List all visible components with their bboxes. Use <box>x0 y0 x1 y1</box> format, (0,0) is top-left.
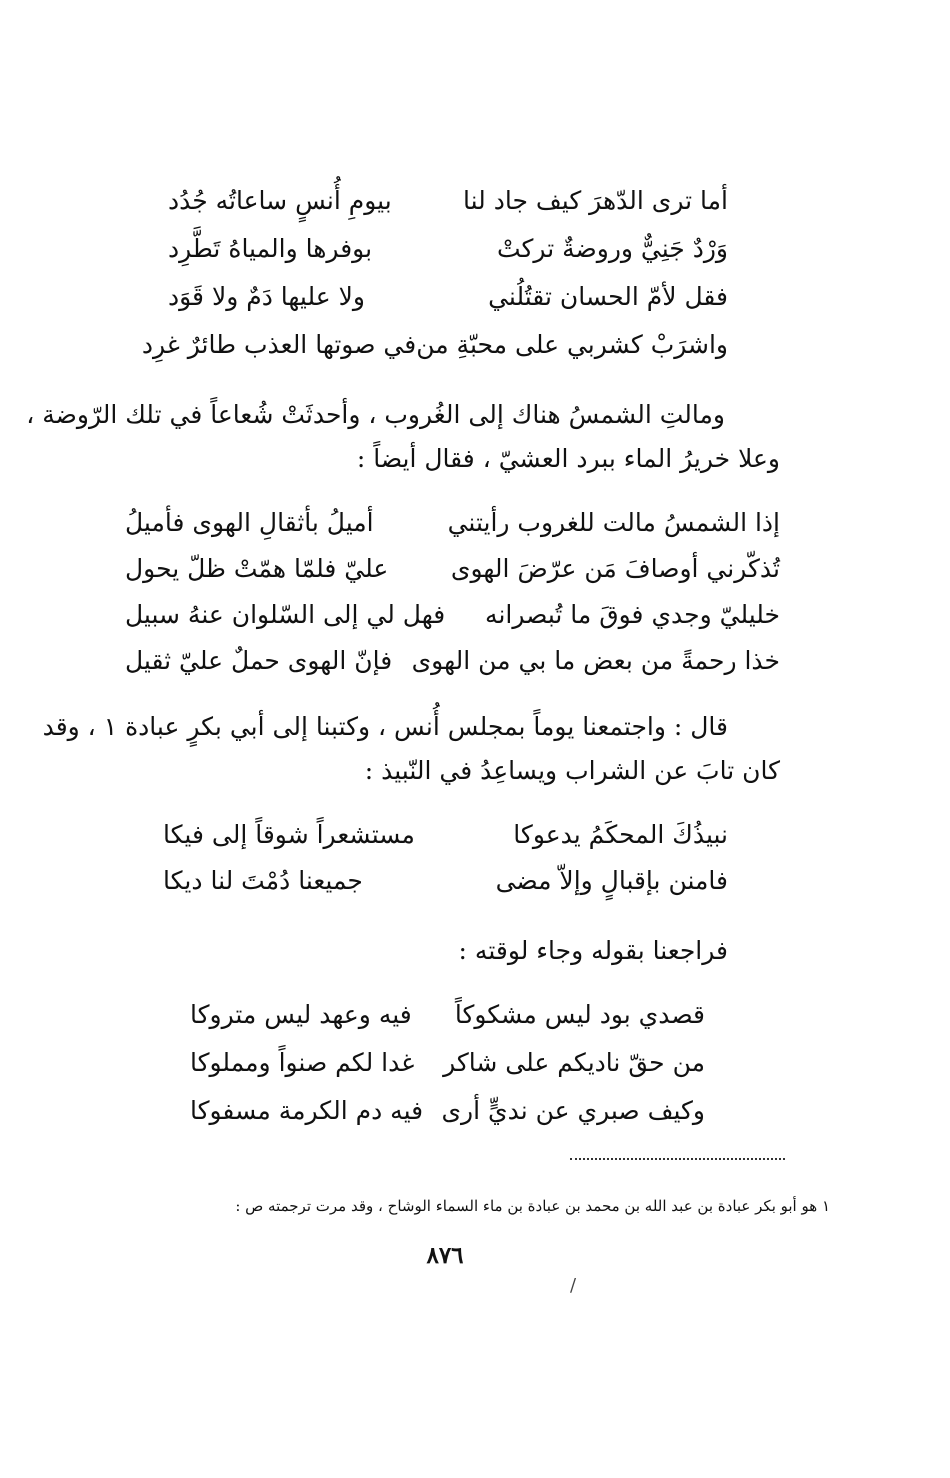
hemistich-first: إذا الشمسُ مالت للغروب رأيتني <box>447 508 780 537</box>
prose-line: فراجعنا بقوله وجاء لوقته : <box>458 936 728 965</box>
verse-line <box>190 1096 705 1126</box>
verse-line <box>168 186 728 216</box>
verse-line <box>125 600 780 630</box>
verse-line <box>163 820 728 850</box>
hemistich-second: فهل لي إلى السّلوان عنهُ سبيل <box>125 600 446 629</box>
hemistich-first: فامنن بإقبالٍ وإلاّ مضى <box>495 866 728 895</box>
prose-line: ومالتِ الشمسُ هناك إلى الغُروب ، وأحدثَتْ شُعاعاً في تلك الرّوضة ، <box>26 400 725 429</box>
hemistich-second: بوفرها والمياهُ تَطَّرِد <box>168 234 373 263</box>
hemistich-second: مستشعراً شوقاً إلى فيكا <box>163 820 415 849</box>
verse-line <box>163 866 728 896</box>
verse-line <box>190 1000 705 1030</box>
prose-line: كان تابَ عن الشراب ويساعِدُ في النّبيذ : <box>364 756 780 785</box>
hemistich-second: فيه وعهد ليس متروكا <box>190 1000 412 1029</box>
page-number: ٨٧٦ <box>426 1242 464 1269</box>
verse-line <box>168 282 728 312</box>
hemistich-second: فإنّ الهوى حملٌ عليّ ثقيل <box>125 646 393 675</box>
hemistich-second: عليّ فلمّا همّتْ ظلّ يحول <box>125 554 389 583</box>
hemistich-first: خذا رحمةً من بعض ما بي من الهوى <box>411 646 780 675</box>
verse-line <box>190 1048 705 1078</box>
verse-line <box>168 234 728 264</box>
hemistich-second: أميلُ بأثقالِ الهوى فأميلُ <box>125 508 374 537</box>
hemistich-first: خليليّ وجدي فوقَ ما تُبصرانه <box>485 600 780 629</box>
stray-mark: / <box>570 1275 577 1296</box>
verse-line <box>125 646 780 676</box>
prose-line: وعلا خريرُ الماء ببرد العشيّ ، فقال أيضاً : <box>356 444 780 473</box>
hemistich-first: أما ترى الدّهرَ كيف جاد لنا <box>463 186 728 215</box>
hemistich-second: في صوتها العذب طائرٌ غرِد <box>141 330 417 359</box>
hemistich-second: جميعنا دُمْتَ لنا ديكا <box>163 866 363 895</box>
hemistich-second: فيه دم الكرمة مسفوكا <box>190 1096 424 1125</box>
footnote: ١ هو أبو بكر عبادة بن عبد الله بن محمد بن عبادة بن ماء السماء الوشاح ، وقد مرت ترجمته ص : <box>235 1197 830 1215</box>
hemistich-second: ولا عليها دَمٌ ولا قَوَد <box>168 282 365 311</box>
verse-line <box>141 330 728 360</box>
hemistich-first: واشرَبْ كشربي على محبّةِ من <box>416 330 728 359</box>
hemistich-first: نبيذُكَ المحكَمُ يدعوكا <box>513 820 728 849</box>
hemistich-first: وكيف صبري عن نديٍّ أرى <box>441 1096 705 1125</box>
footnote-separator <box>570 1158 785 1160</box>
hemistich-first: من حقّ ناديكم على شاكر <box>443 1048 705 1077</box>
prose-line: قال : واجتمعنا يوماً بمجلس أُنس ، وكتبنا إلى أبي بكرٍ عبادة ١ ، وقد <box>42 712 728 741</box>
verse-line <box>125 508 780 538</box>
hemistich-first: فقل لأمّ الحسان تقتُلُني <box>488 282 728 311</box>
hemistich-second: بيومِ أُنسٍ ساعاتُه جُدُد <box>168 186 392 215</box>
hemistich-second: غدا لكم صنواً ومملوكا <box>190 1048 415 1077</box>
verse-line <box>125 554 780 584</box>
hemistich-first: قصدي بود ليس مشكوكاً <box>454 1000 705 1029</box>
hemistich-first: وَرْدٌ جَنِيٌّ وروضةٌ تركتْ <box>496 234 728 263</box>
hemistich-first: تُذكّرني أوصافَ مَن عرّضَ الهوى <box>450 554 780 583</box>
